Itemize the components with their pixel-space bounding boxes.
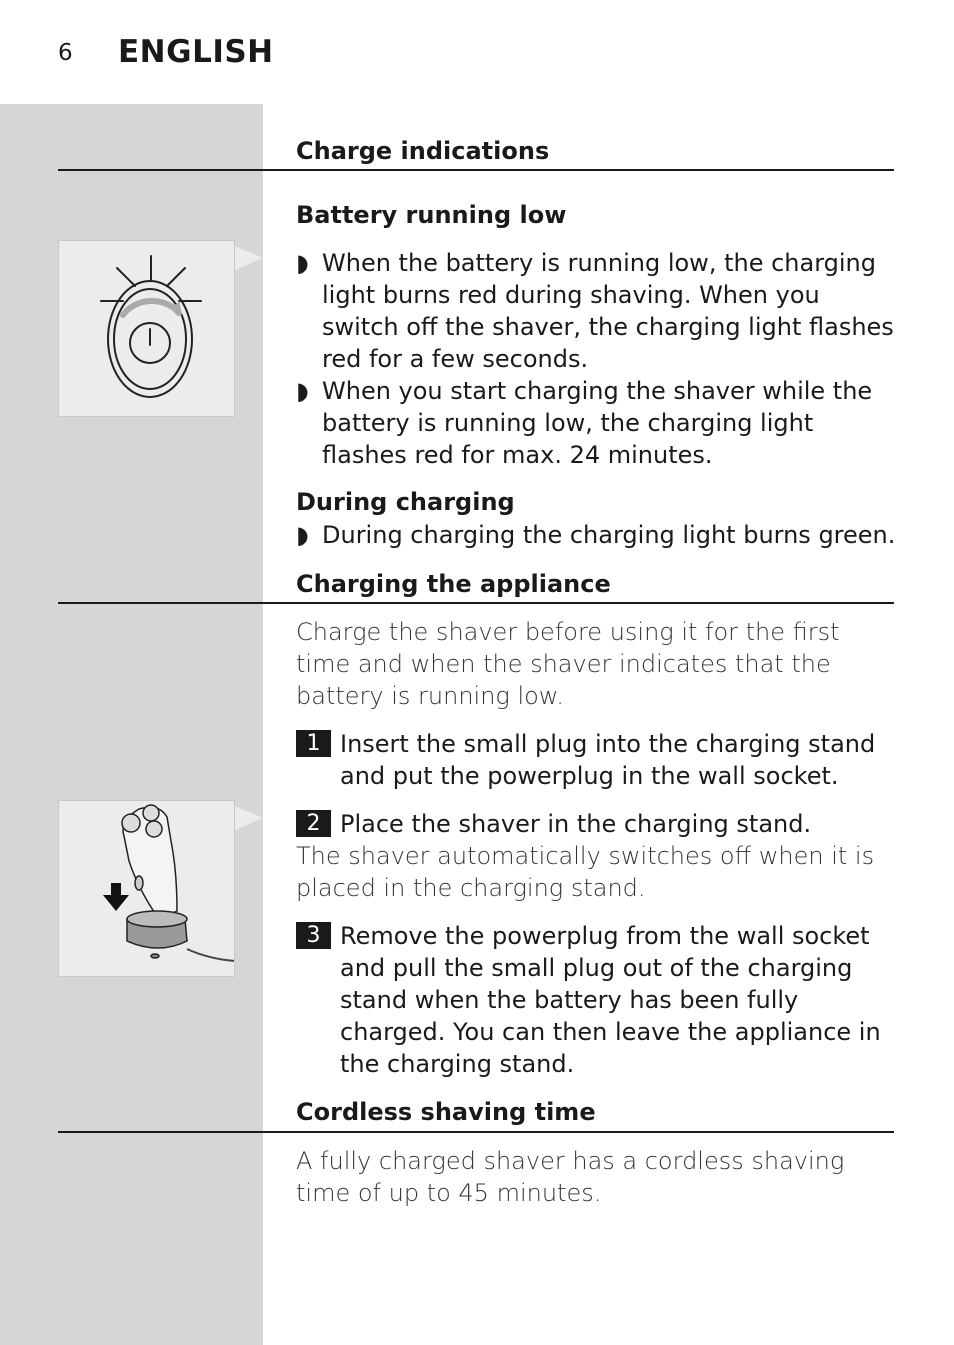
bullet-icon: ◗: [296, 521, 309, 549]
step-number: 1: [296, 730, 331, 757]
step-text: Insert the small plug into the charging stand and put the powerplug in the wall socket.: [340, 730, 876, 790]
bullet-icon: ◗: [296, 377, 309, 405]
page-number: 6: [58, 40, 73, 66]
section-divider: [58, 1131, 894, 1133]
arrow-down-icon: [103, 883, 129, 911]
bullet-item: [296, 375, 896, 471]
section-title-charging-appliance: Charging the appliance: [296, 570, 611, 598]
bullet-text: During charging the charging light burns green.: [322, 521, 896, 549]
bullet-text: When you start charging the shaver while the battery is running low, the charging light flashes red for max. 24 minutes.: [322, 377, 873, 469]
bullet-item: [296, 519, 896, 551]
step-number: 3: [296, 922, 331, 949]
cordless-time-text: A fully charged shaver has a cordless shaving time of up to 45 minutes.: [296, 1147, 845, 1207]
step-number: 2: [296, 810, 331, 837]
power-button-light-icon: [59, 241, 234, 416]
illustration-pointer: [235, 806, 263, 830]
shaver-stand-icon: [59, 801, 234, 976]
step-item: [296, 728, 896, 792]
charging-light-illustration: [58, 240, 235, 417]
section-title-charge-indications: Charge indications: [296, 137, 550, 165]
section-divider: [58, 602, 894, 604]
subheading-during-charging: During charging: [296, 488, 515, 516]
section-divider: [58, 169, 894, 171]
step-text: Place the shaver in the charging stand.: [340, 810, 812, 838]
charging-intro: Charge the shaver before using it for the first time and when the shaver indicates that the battery is running low.: [296, 618, 840, 710]
section-title-cordless-time: Cordless shaving time: [296, 1098, 596, 1126]
bullet-item: [296, 247, 896, 375]
language-heading: ENGLISH: [118, 34, 274, 70]
subheading-battery-low: Battery running low: [296, 201, 567, 229]
bullet-text: When the battery is running low, the charging light burns red during shaving. When you switch off the shaver, the charging light flashes red for a few seconds.: [322, 249, 894, 373]
shaver-in-stand-illustration: [58, 800, 235, 977]
step-text: Remove the powerplug from the wall socket and pull the small plug out of the charging stand when the battery has been fully charged. You can then leave the appliance in the charging stand.: [340, 922, 881, 1078]
step-item: [296, 920, 896, 1080]
bullet-icon: ◗: [296, 249, 309, 277]
step-note: The shaver automatically switches off when it is placed in the charging stand.: [296, 842, 875, 902]
step-item: [296, 808, 896, 840]
illustration-pointer: [235, 246, 263, 270]
